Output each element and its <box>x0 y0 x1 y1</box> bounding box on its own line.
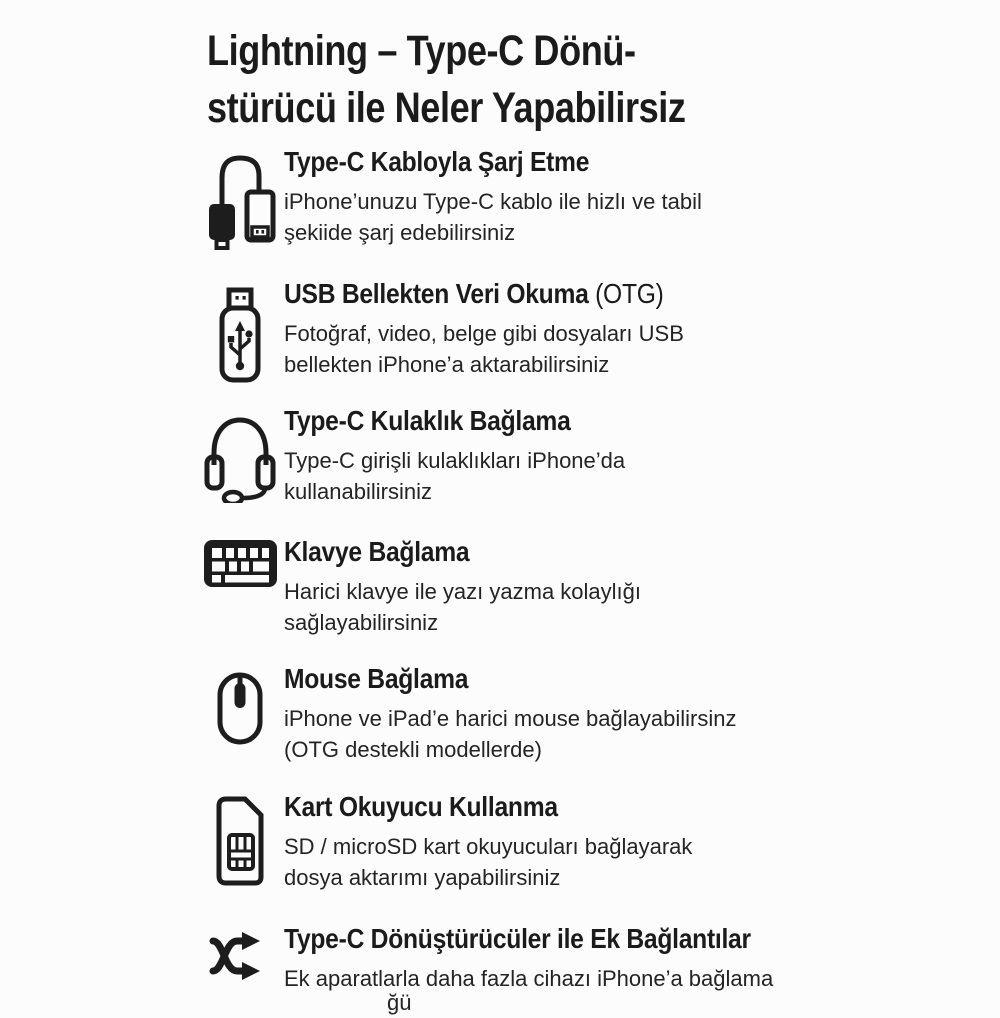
item-description-line: (OTG destekli modellerde) <box>284 737 542 762</box>
item-description-line: Fotoğraf, video, belge gibi dosyaları USB <box>284 321 684 346</box>
clipped-description-fragment: ğü <box>387 990 412 1015</box>
item-title: Klavye Bağlama <box>284 536 470 567</box>
item-description-line: bellekten iPhone’a aktarabilirsiniz <box>284 352 610 377</box>
item-description-line: iPhone ve iPad’e harici mouse bağlayabilirsinz <box>284 706 737 731</box>
item-description-line: iPhone’unuzu Type-C kablo ile hizlı ve tabil <box>284 189 702 214</box>
usb-cable-icon <box>200 150 280 250</box>
list-item <box>200 403 880 507</box>
list-item <box>200 144 880 248</box>
item-title: Type-C Kulaklık Bağlama <box>284 405 571 436</box>
list-item <box>200 276 880 380</box>
sim-card-icon <box>200 795 280 887</box>
item-title: Type-C Kabloyla Şarj Etme <box>284 146 590 177</box>
usb-flash-drive-icon <box>200 282 280 384</box>
item-title: Type-C Dönüştürücüler ile Ek Bağlantılar <box>284 923 751 954</box>
item-description-line: Type-C girişli kulaklıkları iPhone’da <box>284 448 626 473</box>
item-title: Mouse Bağlama <box>284 663 469 694</box>
item-description-line: şekiide şarj edebilirsiniz <box>284 220 516 245</box>
item-description-line: kullanabilirsiniz <box>284 479 432 504</box>
item-title-suffix: (OTG) <box>588 278 664 309</box>
item-description-line: dosya aktarımı yapabilirsiniz <box>284 865 561 890</box>
item-title: USB Bellekten Veri Okuma (OTG) <box>284 278 664 309</box>
item-description-line: Ek aparatlarla daha fazla cihazı iPhone’a bağlama <box>284 966 774 991</box>
page-title <box>207 23 845 137</box>
list-item <box>200 789 880 893</box>
keyboard-icon <box>200 540 280 588</box>
page-title-line2: stürücü ile Neler Yapabilirsiz <box>207 83 686 132</box>
item-title: Kart Okuyucu Kullanma <box>284 791 558 822</box>
page-title-line1: Lightning – Type-C Dönü- <box>207 26 636 75</box>
list-item <box>200 534 880 638</box>
list-item <box>200 661 880 765</box>
headset-icon <box>200 409 280 503</box>
item-description-line: Harici klavye ile yazı yazma kolaylığı <box>284 579 642 604</box>
list-item <box>200 921 880 994</box>
item-description-line: SD / microSD kart okuyucuları bağlayarak <box>284 834 693 859</box>
shuffle-icon <box>200 927 280 985</box>
item-description-line: sağlayabilirsiniz <box>284 610 439 635</box>
mouse-icon <box>200 667 280 745</box>
